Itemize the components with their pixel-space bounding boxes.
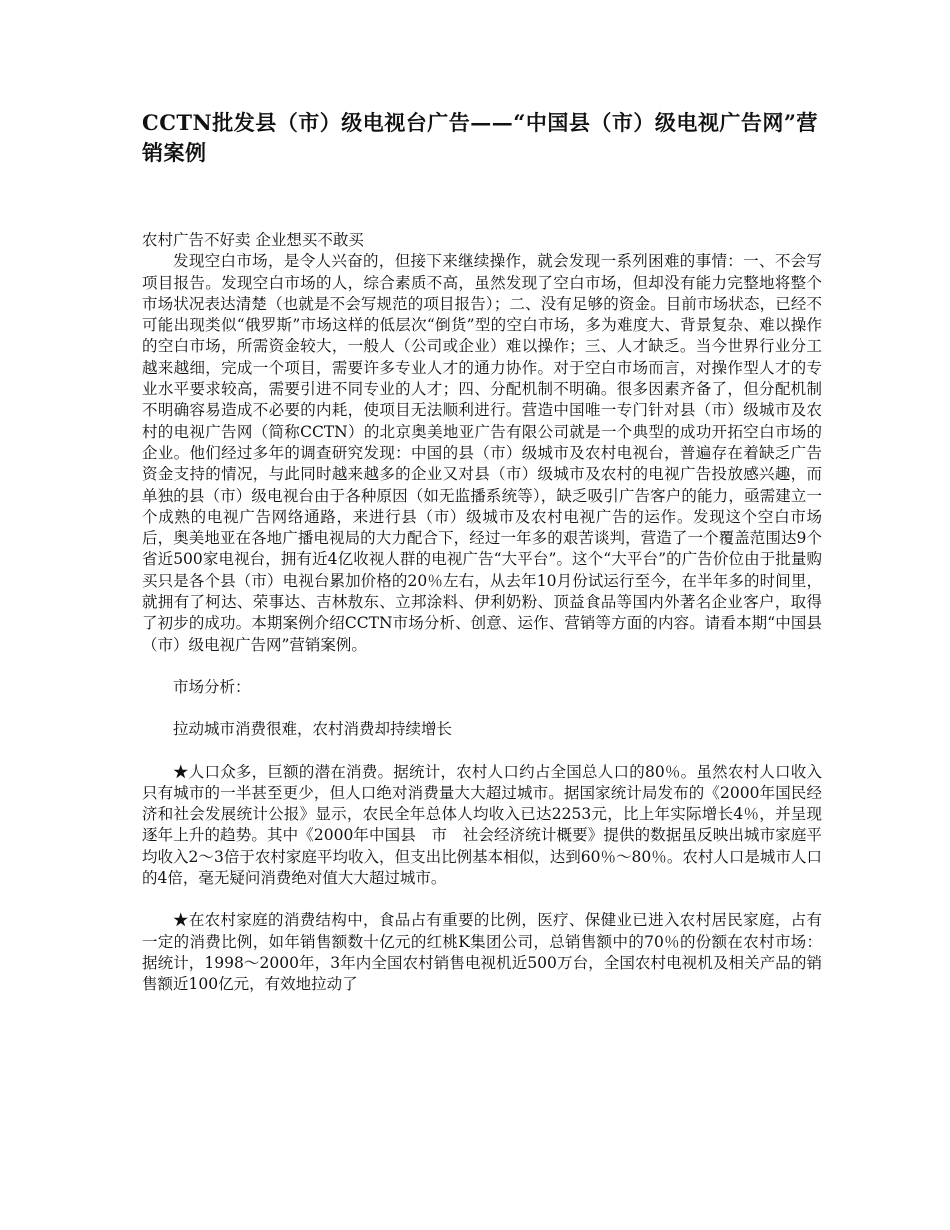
document-page	[142, 108, 822, 996]
document-body	[142, 230, 822, 996]
bullet-paragraph-population: ★人口众多，巨额的潜在消费。据统计，农村人口约占全国总人口的80％。虽然农村人口收入只有城市的一半甚至更少，但人口绝对消费量大大超过城市。据国家统计局发布的《2000年国民经济和社会发展统计公报》显示，农民全年总体人均收入已达2253元，比上年实际增长4％，并呈现逐年上升的趋势。其中《2000年中国县 市 社会经济统计概要》提供的数据虽反映出城市家庭平均收入2～3倍于农村家庭平均收入，但支出比例基本相似，达到60％～80％。农村人口是城市人口的4倍，毫无疑问消费绝对值大大超过城市。	[142, 762, 822, 888]
subheading: 农村广告不好卖 企业想买不敢买	[142, 231, 364, 249]
document-title: CCTN批发县（市）级电视台广告——“中国县（市）级电视广告网”营销案例	[142, 110, 818, 165]
section-subheading: 拉动城市消费很难，农村消费却持续增长	[173, 720, 453, 739]
section-heading-market-analysis: 市场分析：	[173, 677, 251, 696]
intro-paragraph: 发现空白市场，是令人兴奋的，但接下来继续操作，就会发现一系列困难的事情：一、不会写项目报告。发现空白市场的人，综合素质不高，虽然发现了空白市场，但却没有能力完整地将整个市场状况表达清楚（也就是不会写规范的项目报告）；二、没有足够的资金。目前市场状态，已经不可能出现类似“俄罗斯”市场这样的低层次“倒货”型的空白市场，多为难度大、背景复杂、难以操作的空白市场，所需资金较大，一般人（公司或企业）难以操作；三、人才缺乏。当今世界行业分工越来越细，完成一个项目，需要许多专业人才的通力协作。对于空白市场而言，对操作型人才的专业水平要求较高，需要引进不同专业的人才；四、分配机制不明确。很多因素齐备了，但分配机制不明确容易造成不必要的内耗，使项目无法顺利进行。营造中国唯一专门针对县（市）级城市及农村的电视广告网（简称CCTN）的北京奥美地亚广告有限公司就是一个典型的成功开拓空白市场的企业。他们经过多年的调查研究发现：中国的县（市）级城市及农村电视台，普遍存在着缺乏广告资金支持的情况，与此同时越来越多的企业又对县（市）级城市及农村的电视广告投放感兴趣，而单独的县（市）级电视台由于各种原因（如无监播系统等），缺乏吸引广告客户的能力，亟需建立一个成熟的电视广告网络通路，来进行县（市）级城市及农村电视广告的运作。发现这个空白市场后，奥美地亚在各地广播电视局的大力配合下，经过一年多的艰苦谈判，营造了一个覆盖范围达9个省近500家电视台，拥有近4亿收视人群的电视广告“大平台”。这个“大平台”的广告价位由于批量购买只是各个县（市）电视台累加价格的20％左右，从去年10月份试运行至今，在半年多的时间里，就拥有了柯达、荣事达、吉林敖东、立邦涂料、伊利奶粉、顶益食品等国内外著名企业客户，取得了初步的成功。本期案例介绍CCTN市场分析、创意、运作、营销等方面的内容。请看本期“中国县（市）级电视广告网”营销案例。	[142, 252, 822, 654]
bullet-paragraph-consumption: ★在农村家庭的消费结构中，食品占有重要的比例，医疗、保健业已进入农村居民家庭，占有一定的消费比例，如年销售额数十亿元的红桃K集团公司，总销售额中的70％的份额在农村市场：据统计，1998～2000年，3年内全国农村销售电视机近500万台，全国农村电视机及相关产品的销售额近100亿元，有效地拉动了	[142, 911, 822, 994]
